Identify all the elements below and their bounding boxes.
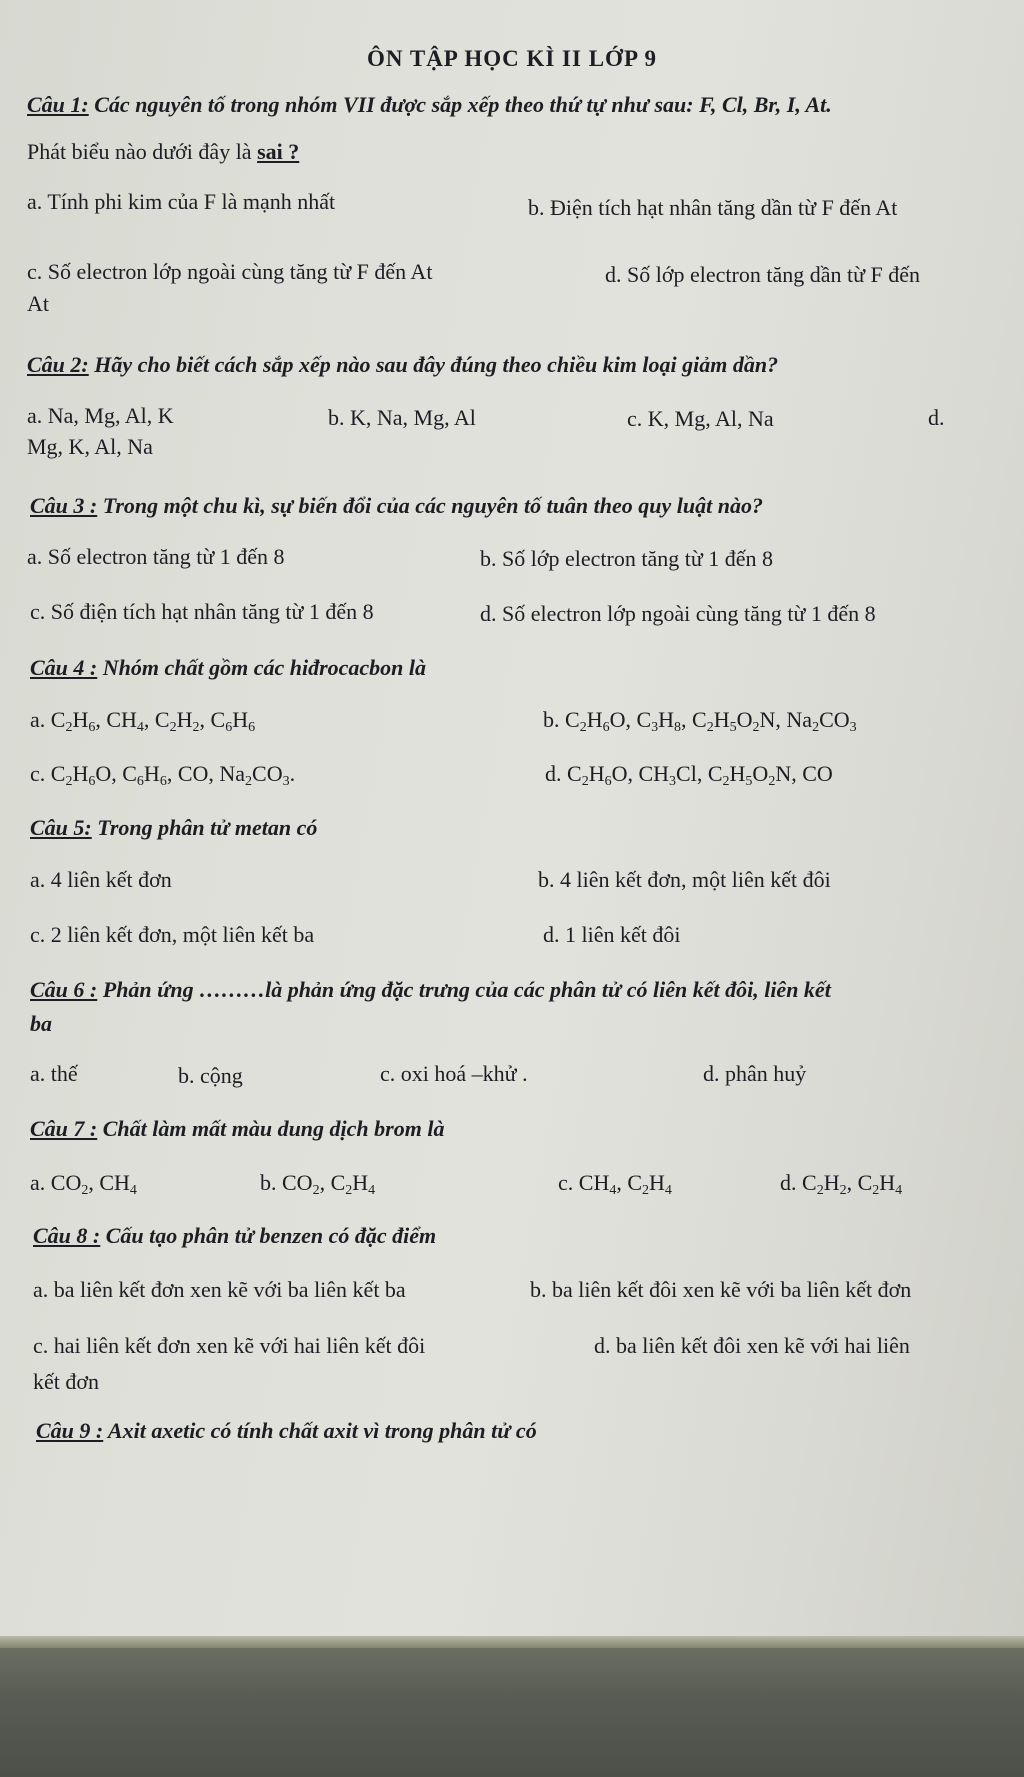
q5-option-b: b. 4 liên kết đơn, một liên kết đôi	[538, 867, 831, 892]
q2-option-a: a. Na, Mg, Al, K	[27, 403, 174, 428]
question-text: Axit axetic có tính chất axit vì trong phân tử có	[103, 1418, 537, 1443]
q1-option-d-cont: At	[27, 291, 49, 316]
question-text: Cấu tạo phân tử benzen có đặc điểm	[100, 1223, 437, 1248]
q5-option-c: c. 2 liên kết đơn, một liên kết ba	[30, 922, 315, 947]
q8-option-d: d. ba liên kết đôi xen kẽ với hai liên	[594, 1333, 910, 1358]
formula-ch3cl: $CH_3Cl$	[638, 761, 697, 789]
formula-c2h4: $C_2H_4$	[857, 1170, 903, 1198]
q4-option-c: c. $C_2H_6O$, $C_6H_6$, CO, $Na_2CO_3$.	[30, 761, 296, 789]
question-6-cont: ba	[30, 1011, 52, 1036]
question-4	[30, 654, 426, 682]
q8-option-c: c. hai liên kết đơn xen kẽ với hai liên kết đôi	[33, 1333, 426, 1358]
q6-option-d: d. phân huỷ	[703, 1061, 807, 1086]
formula-c3h8: $C_3H_8$	[636, 707, 682, 735]
question-number: Câu 2:	[27, 352, 89, 377]
q1-option-c: c. Số electron lớp ngoài cùng tăng từ F đến At	[27, 259, 433, 284]
formula-co2: $CO_2$	[50, 1170, 89, 1198]
prompt-text: Phát biểu nào dưới đây là	[27, 139, 258, 164]
formula-ch4: $CH_4$	[99, 1170, 137, 1198]
question-number: Câu 3 :	[30, 493, 98, 518]
option-letter: d.	[780, 1170, 797, 1195]
q8-option-d-cont: kết đơn	[33, 1369, 100, 1394]
question-6	[30, 976, 831, 1004]
question-text: Phản ứng ………là phản ứng đặc trưng của các phân tử có liên kết đôi, liên kết	[97, 977, 831, 1002]
option-letter: c.	[558, 1170, 574, 1195]
page-title: ÔN TẬP HỌC KÌ II LỚP 9	[367, 46, 657, 71]
formula-na2co3: $Na_2CO_3$	[219, 761, 290, 789]
formula-c2h5o2n: $C_2H_5O_2N$	[707, 761, 792, 789]
question-text: Nhóm chất gồm các hiđrocacbon là	[97, 655, 427, 680]
question-8	[33, 1222, 436, 1250]
formula-c2h4: $C_2H_4$	[627, 1170, 672, 1198]
q5-option-d: d. 1 liên kết đôi	[543, 922, 681, 947]
question-3	[30, 492, 763, 520]
question-1	[27, 91, 832, 119]
q6-option-c: c. oxi hoá –khử .	[380, 1061, 528, 1086]
q7-option-b: b. $CO_2$, $C_2H_4$	[260, 1170, 376, 1198]
question-2	[27, 351, 778, 379]
formula-c6h6: $C_6H_6$	[210, 707, 256, 735]
background-surface	[0, 1648, 1024, 1777]
formula-co: CO	[177, 761, 209, 786]
formula-c2h2: $C_2H_2$	[154, 707, 200, 735]
formula-c2h5o2n: $C_2H_5O_2N$	[692, 707, 776, 735]
question-number: Câu 9 :	[36, 1418, 104, 1443]
option-letter: b.	[543, 707, 560, 732]
formula-co2: $CO_2$	[282, 1170, 320, 1198]
q2-option-d: d.	[928, 405, 945, 430]
prompt-emphasis: sai ?	[257, 139, 300, 164]
question-text: Các nguyên tố trong nhóm VII được sắp xếp theo thứ tự như sau: F, Cl, Br, I, At.	[88, 92, 832, 117]
formula-c2h2: $C_2H_2$	[802, 1170, 847, 1198]
formula-c6h6: $C_6H_6$	[122, 761, 167, 789]
formula-c2h6o: $C_2H_6O$	[50, 761, 112, 789]
question-text: Chất làm mất màu dung dịch brom là	[97, 1116, 445, 1141]
question-number: Câu 5:	[30, 815, 92, 840]
question-text: Trong một chu kì, sự biến đổi của các nguyên tố tuân theo quy luật nào?	[97, 493, 763, 518]
q3-option-a: a. Số electron tăng từ 1 đến 8	[27, 544, 285, 569]
option-letter: a.	[30, 707, 46, 732]
option-letter: c.	[30, 761, 46, 786]
question-text: Trong phân tử metan có	[91, 815, 318, 840]
q5-option-a: a. 4 liên kết đơn	[30, 867, 172, 892]
q1-option-d: d. Số lớp electron tăng dần từ F đến	[605, 262, 921, 287]
q4-option-b: b. $C_2H_6O$, $C_3H_8$, $C_2H_5O_2N$, $Na_2CO_3$	[543, 707, 857, 735]
formula-ch4: $CH_4$	[578, 1170, 617, 1198]
q4-option-a: a. $C_2H_6$, $CH_4$, $C_2H_2$, $C_6H_6$	[30, 707, 256, 735]
question-number: Câu 1:	[27, 92, 89, 117]
question-number: Câu 7 :	[30, 1116, 98, 1141]
question-text: Hãy cho biết cách sắp xếp nào sau đây đúng theo chiều kim loại giảm dần?	[88, 352, 779, 377]
formula-c2h6: $C_2H_6$	[50, 707, 96, 735]
q7-option-c: c. $CH_4$, $C_2H_4$	[558, 1170, 672, 1198]
formula-c2h6o: $C_2H_6O$	[567, 761, 628, 789]
question-9	[36, 1417, 537, 1445]
q7-option-d: d. $C_2H_2$, $C_2H_4$	[780, 1170, 903, 1198]
formula-ch4: $CH_4$	[106, 707, 144, 735]
q2-option-b: b. K, Na, Mg, Al	[328, 405, 476, 430]
q2-option-d-cont: Mg, K, Al, Na	[27, 434, 153, 459]
option-letter: a.	[30, 1170, 46, 1195]
q3-option-b: b. Số lớp electron tăng từ 1 đến 8	[480, 546, 774, 571]
question-7	[30, 1115, 444, 1143]
formula-c2h4: $C_2H_4$	[330, 1170, 376, 1198]
q6-option-b: b. cộng	[178, 1063, 243, 1088]
q2-option-c: c. K, Mg, Al, Na	[627, 406, 774, 431]
q1-option-b: b. Điện tích hạt nhân tăng dần từ F đến At	[528, 195, 898, 220]
question-number: Câu 6 :	[30, 977, 98, 1002]
formula-co: CO	[802, 761, 833, 786]
formula-c2h6o: $C_2H_6O$	[565, 707, 626, 735]
q3-option-d: d. Số electron lớp ngoài cùng tăng từ 1 đến 8	[480, 601, 876, 626]
q3-option-c: c. Số điện tích hạt nhân tăng từ 1 đến 8	[30, 599, 374, 624]
question-number: Câu 8 :	[33, 1223, 101, 1248]
formula-na2co3: $Na_2CO_3$	[786, 707, 857, 735]
question-1-prompt	[27, 138, 299, 166]
q1-option-a: a. Tính phi kim của F là mạnh nhất	[27, 189, 336, 214]
q8-option-a: a. ba liên kết đơn xen kẽ với ba liên kết ba	[33, 1277, 406, 1302]
option-letter: d.	[545, 761, 562, 786]
q4-option-d: d. $C_2H_6O$, $CH_3Cl$, $C_2H_5O_2N$, CO	[545, 761, 833, 789]
q6-option-a: a. thế	[30, 1061, 78, 1086]
q8-option-b: b. ba liên kết đôi xen kẽ với ba liên kết đơn	[530, 1277, 912, 1302]
option-letter: b.	[260, 1170, 277, 1195]
question-5	[30, 814, 317, 842]
q7-option-a: a. $CO_2$, $CH_4$	[30, 1170, 137, 1198]
question-number: Câu 4 :	[30, 655, 98, 680]
